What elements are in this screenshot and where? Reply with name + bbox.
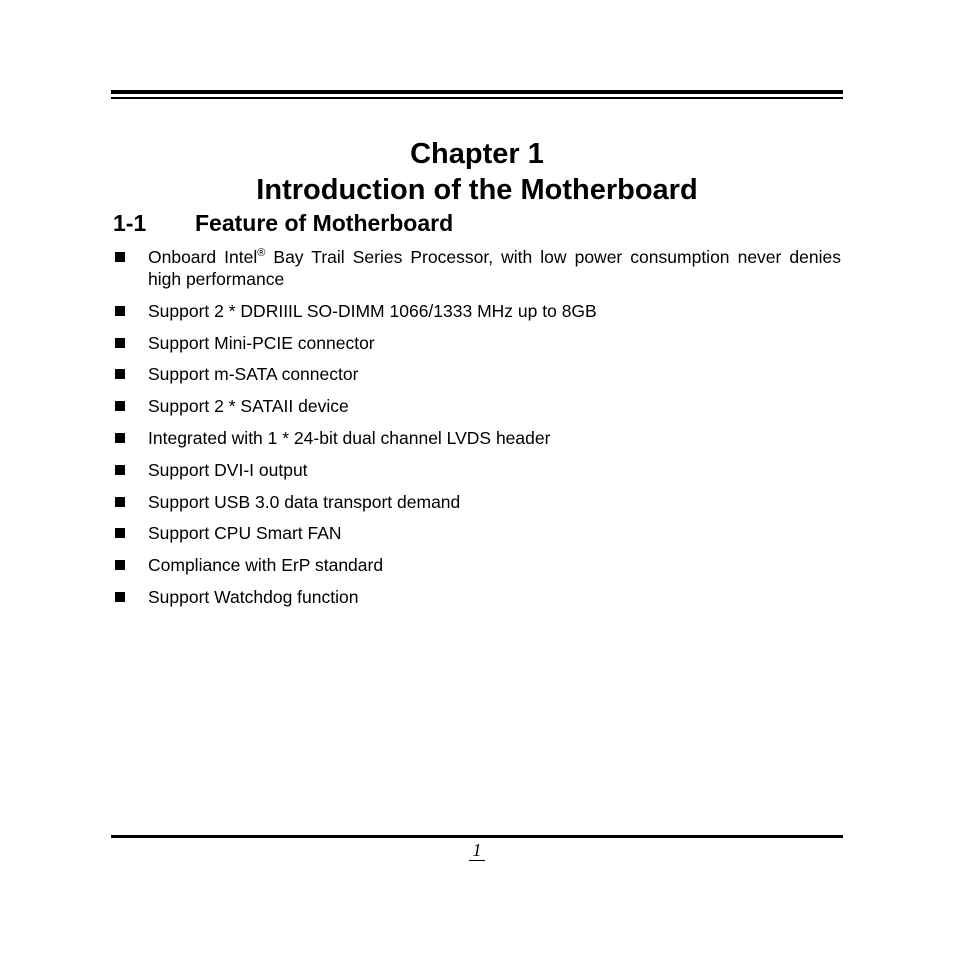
square-bullet-icon [115,465,125,475]
page-number: 1 [469,840,485,861]
section-heading [113,208,453,238]
list-item-text: Support Mini-PCIE connector [148,332,375,353]
square-bullet-icon [115,306,125,316]
list-item [113,363,841,385]
registered-mark: ® [257,247,266,259]
section-title: Feature of Motherboard [195,210,454,236]
footer-rule [111,835,843,838]
list-item-text: Support 2 * DDRIIIL SO-DIMM 1066/1333 MHz up to 8GB [148,300,597,321]
list-item [113,332,841,354]
list-item-text: Compliance with ErP standard [148,555,384,576]
square-bullet-icon [115,338,125,348]
list-item [113,522,841,544]
list-item-text: Support m-SATA connector [148,364,359,385]
header-rule-thin [111,97,843,99]
header-rule-thick [111,90,843,94]
list-item [113,395,841,417]
feature-list [113,246,841,618]
list-item-text: Onboard Intel® Bay Trail Series Processor, with low power consumption never denies high performance [148,247,841,289]
list-item-text: Support Watchdog function [148,586,359,607]
chapter-number: Chapter 1 [410,138,544,170]
list-item [113,586,841,608]
square-bullet-icon [115,528,125,538]
square-bullet-icon [115,252,125,262]
list-item-text: Support USB 3.0 data transport demand [148,491,461,512]
square-bullet-icon [115,401,125,411]
list-item [113,554,841,576]
list-item [113,459,841,481]
square-bullet-icon [115,369,125,379]
square-bullet-icon [115,592,125,602]
square-bullet-icon [115,560,125,570]
chapter-title [111,136,843,208]
chapter-name: Introduction of the Motherboard [256,174,698,206]
list-item-text: Integrated with 1 * 24-bit dual channel LVDS header [148,427,551,448]
section-number: 1-1 [113,210,147,236]
square-bullet-icon [115,497,125,507]
list-item [113,246,841,290]
list-item [113,427,841,449]
list-item [113,491,841,513]
square-bullet-icon [115,433,125,443]
list-item-text: Support 2 * SATAII device [148,396,349,417]
list-item-text: Support CPU Smart FAN [148,523,342,544]
list-item-text: Support DVI-I output [148,459,308,480]
list-item [113,300,841,322]
